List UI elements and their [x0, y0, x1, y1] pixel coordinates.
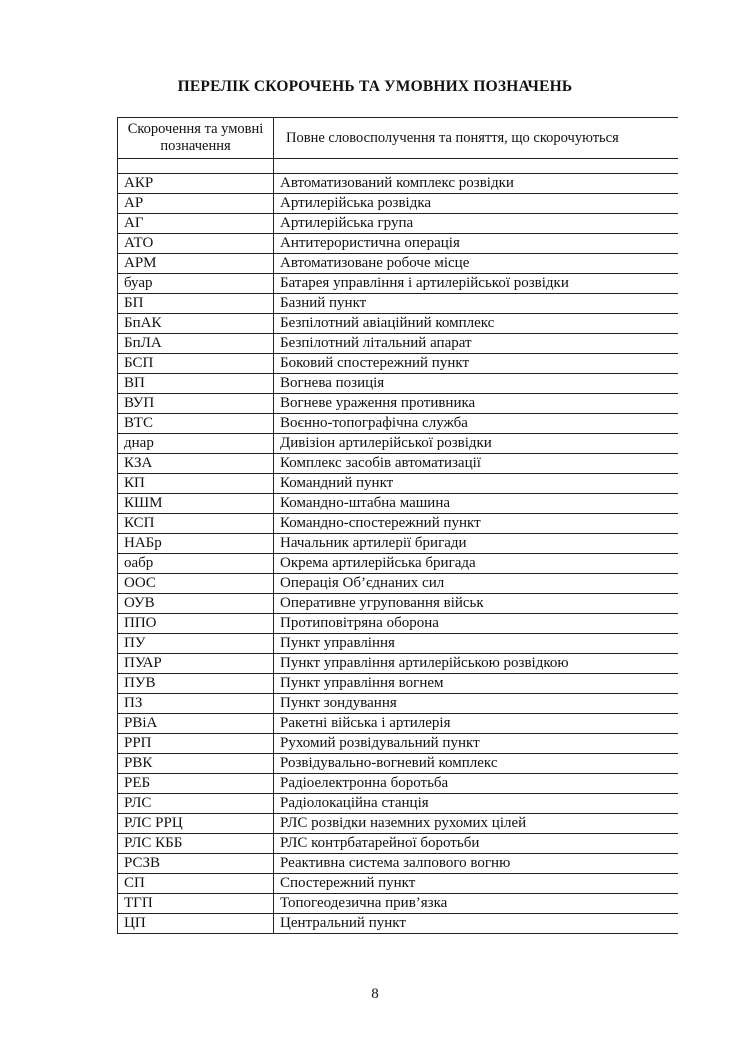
table-row — [118, 214, 678, 234]
full-term-cell: Радіолокаційна станція — [274, 794, 678, 814]
table-row — [118, 814, 678, 834]
table-row — [118, 794, 678, 814]
full-term-cell: Комплекс засобів автоматизації — [274, 454, 678, 474]
full-term-cell: Пункт управління вогнем — [274, 674, 678, 694]
full-term-cell: Батарея управління і артилерійської розвідки — [274, 274, 678, 294]
table-row — [118, 294, 678, 314]
table-row — [118, 554, 678, 574]
abbreviation-cell: ПУВ — [118, 674, 274, 694]
table-row — [118, 654, 678, 674]
full-term-cell: Розвідувально-вогневий комплекс — [274, 754, 678, 774]
abbreviation-cell: РЕБ — [118, 774, 274, 794]
abbreviation-cell: ППО — [118, 614, 274, 634]
page-number: 8 — [371, 986, 379, 1002]
abbreviation-cell: АГ — [118, 214, 274, 234]
table-row — [118, 254, 678, 274]
abbreviation-cell: оабр — [118, 554, 274, 574]
table-spacer-row — [118, 159, 678, 174]
full-term-cell: Пункт зондування — [274, 694, 678, 714]
abbreviation-cell: РЛС КББ — [118, 834, 274, 854]
full-term-cell: Безпілотний авіаційний комплекс — [274, 314, 678, 334]
abbreviation-cell: АТО — [118, 234, 274, 254]
abbreviation-cell: РВіА — [118, 714, 274, 734]
abbreviation-cell: РВК — [118, 754, 274, 774]
abbreviation-cell: СП — [118, 874, 274, 894]
header-full-term: Повне словосполучення та поняття, що скорочуються — [274, 118, 678, 159]
table-row — [118, 194, 678, 214]
abbreviation-cell: НАБр — [118, 534, 274, 554]
table-row — [118, 754, 678, 774]
full-term-cell: Артилерійська група — [274, 214, 678, 234]
header-abbreviation: Скорочення та умовні позначення — [118, 118, 274, 159]
table-row — [118, 454, 678, 474]
abbreviation-cell: ПУАР — [118, 654, 274, 674]
table-row — [118, 874, 678, 894]
full-term-cell: РЛС контрбатарейної боротьби — [274, 834, 678, 854]
abbreviation-cell: КП — [118, 474, 274, 494]
table-row — [118, 334, 678, 354]
table-row — [118, 614, 678, 634]
full-term-cell: Вогневе ураження противника — [274, 394, 678, 414]
abbreviation-cell: ПУ — [118, 634, 274, 654]
full-term-cell: Реактивна система залпового вогню — [274, 854, 678, 874]
table-row — [118, 174, 678, 194]
full-term-cell: Командний пункт — [274, 474, 678, 494]
table-row — [118, 374, 678, 394]
table-row — [118, 414, 678, 434]
full-term-cell: Топогеодезична прив’язка — [274, 894, 678, 914]
table-row — [118, 894, 678, 914]
abbreviation-cell: ООС — [118, 574, 274, 594]
full-term-cell: Антитерористична операція — [274, 234, 678, 254]
full-term-cell: Ракетні війська і артилерія — [274, 714, 678, 734]
full-term-cell: Безпілотний літальний апарат — [274, 334, 678, 354]
abbreviation-cell: буар — [118, 274, 274, 294]
table-row — [118, 474, 678, 494]
table-row — [118, 434, 678, 454]
full-term-cell: Оперативне угруповання військ — [274, 594, 678, 614]
full-term-cell: Пункт управління — [274, 634, 678, 654]
abbreviation-cell: ПЗ — [118, 694, 274, 714]
full-term-cell: Автоматизований комплекс розвідки — [274, 174, 678, 194]
abbreviation-cell: днар — [118, 434, 274, 454]
table-row — [118, 394, 678, 414]
table-row — [118, 514, 678, 534]
full-term-cell: Автоматизоване робоче місце — [274, 254, 678, 274]
abbreviations-table — [117, 117, 678, 934]
table-row — [118, 854, 678, 874]
full-term-cell: Радіоелектронна боротьба — [274, 774, 678, 794]
full-term-cell: Командно-штабна машина — [274, 494, 678, 514]
table-row — [118, 234, 678, 254]
abbreviation-cell: РЛС РРЦ — [118, 814, 274, 834]
abbreviation-cell: КШМ — [118, 494, 274, 514]
table-row — [118, 674, 678, 694]
full-term-cell: Вогнева позиція — [274, 374, 678, 394]
page-title: ПЕРЕЛІК СКОРОЧЕНЬ ТА УМОВНИХ ПОЗНАЧЕНЬ — [177, 78, 573, 95]
spacer-cell — [118, 159, 274, 174]
table-row — [118, 354, 678, 374]
abbreviation-cell: БП — [118, 294, 274, 314]
abbreviation-cell: ВП — [118, 374, 274, 394]
abbreviation-cell: КСП — [118, 514, 274, 534]
abbreviation-cell: ТГП — [118, 894, 274, 914]
table-row — [118, 834, 678, 854]
abbreviation-cell: РСЗВ — [118, 854, 274, 874]
table-row — [118, 734, 678, 754]
table-row — [118, 714, 678, 734]
table-row — [118, 574, 678, 594]
full-term-cell: Пункт управління артилерійською розвідкою — [274, 654, 678, 674]
abbreviation-cell: БпАК — [118, 314, 274, 334]
full-term-cell: Воєнно-топографічна служба — [274, 414, 678, 434]
abbreviation-cell: КЗА — [118, 454, 274, 474]
spacer-cell — [274, 159, 678, 174]
table-row — [118, 694, 678, 714]
table-header-row — [118, 118, 678, 159]
full-term-cell: Спостережний пункт — [274, 874, 678, 894]
full-term-cell: Базний пункт — [274, 294, 678, 314]
abbreviation-cell: БСП — [118, 354, 274, 374]
abbreviation-cell: ВУП — [118, 394, 274, 414]
abbreviation-cell: ЦП — [118, 914, 274, 934]
abbreviation-cell: ВТС — [118, 414, 274, 434]
table-row — [118, 494, 678, 514]
full-term-cell: Операція Об’єднаних сил — [274, 574, 678, 594]
abbreviation-cell: РРП — [118, 734, 274, 754]
full-term-cell: Боковий спостережний пункт — [274, 354, 678, 374]
full-term-cell: Артилерійська розвідка — [274, 194, 678, 214]
table-row — [118, 594, 678, 614]
table-row — [118, 634, 678, 654]
full-term-cell: Окрема артилерійська бригада — [274, 554, 678, 574]
abbreviation-cell: АРМ — [118, 254, 274, 274]
abbreviation-cell: ОУВ — [118, 594, 274, 614]
table-row — [118, 274, 678, 294]
table-body — [118, 159, 678, 934]
full-term-cell: Дивізіон артилерійської розвідки — [274, 434, 678, 454]
abbreviation-cell: РЛС — [118, 794, 274, 814]
table-row — [118, 914, 678, 934]
table-row — [118, 314, 678, 334]
full-term-cell: Начальник артилерії бригади — [274, 534, 678, 554]
full-term-cell: Командно-спостережний пункт — [274, 514, 678, 534]
abbreviation-cell: БпЛА — [118, 334, 274, 354]
abbreviation-cell: АКР — [118, 174, 274, 194]
abbreviation-cell: АР — [118, 194, 274, 214]
full-term-cell: Центральний пункт — [274, 914, 678, 934]
full-term-cell: РЛС розвідки наземних рухомих цілей — [274, 814, 678, 834]
full-term-cell: Рухомий розвідувальний пункт — [274, 734, 678, 754]
table-row — [118, 534, 678, 554]
table-row — [118, 774, 678, 794]
full-term-cell: Протиповітряна оборона — [274, 614, 678, 634]
